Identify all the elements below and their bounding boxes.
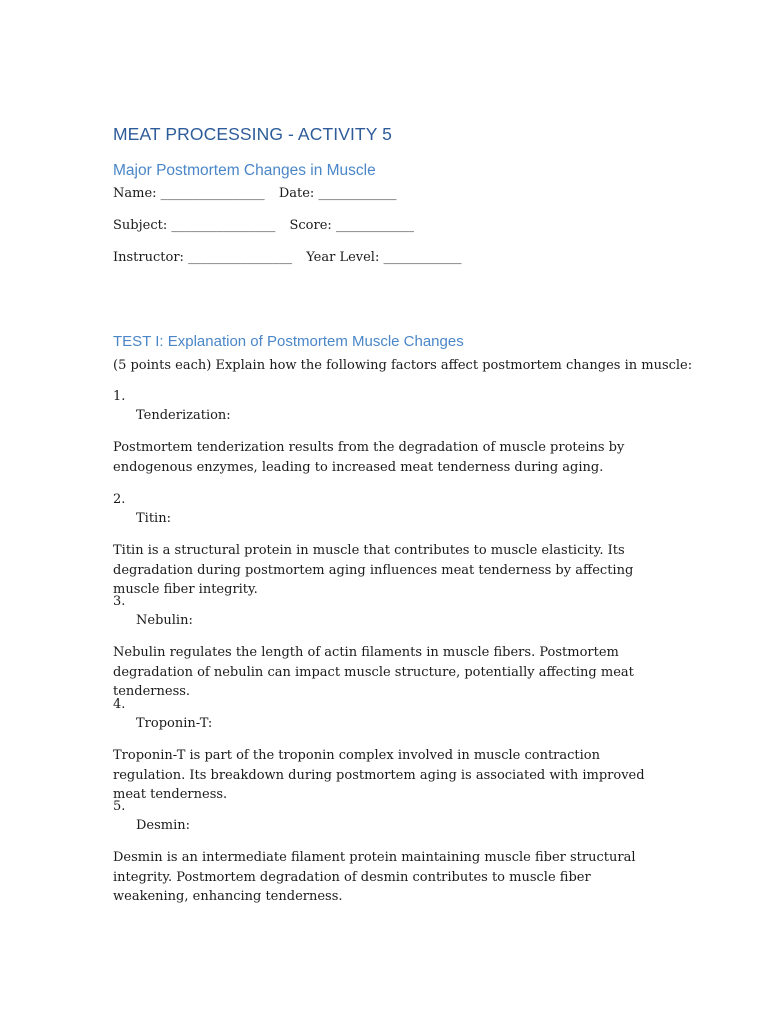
test-instructions: (5 points each) Explain how the following factors affect postmortem changes in muscle: bbox=[113, 358, 693, 373]
question-number: 2. bbox=[113, 492, 126, 507]
question-answer: Titin is a structural protein in muscle that contributes to muscle elasticity. Its degradation during postmortem aging influences meat tenderness by affecting muscle fiber integrity. bbox=[113, 543, 634, 597]
question-answer: Desmin is an intermediate filament protein maintaining muscle fiber structural integrity. Postmortem degradation of desmin contributes to muscle fiber weakening, enhancing tenderness. bbox=[113, 850, 636, 904]
year-level-label: Year Level: bbox=[306, 250, 380, 265]
subject-blank: ________________ bbox=[171, 218, 276, 233]
score-blank: ____________ bbox=[335, 218, 414, 233]
question-answer: Troponin-T is part of the troponin complex involved in muscle contraction regulation. Its breakdown during postmortem aging is associated with improved meat tenderness. bbox=[113, 748, 645, 802]
instructor-blank: ________________ bbox=[188, 250, 293, 265]
question-term: Desmin: bbox=[136, 818, 191, 833]
question-answer: Postmortem tenderization results from the degradation of muscle proteins by endogenous enzymes, leading to increased meat tenderness during aging. bbox=[113, 440, 625, 475]
question-number: 4. bbox=[113, 697, 126, 712]
question-term: Troponin-T: bbox=[136, 716, 213, 731]
date-blank: ____________ bbox=[318, 186, 397, 201]
year-level-blank: ____________ bbox=[383, 250, 462, 265]
question-term: Titin: bbox=[136, 511, 171, 526]
instructor-label: Instructor: bbox=[113, 250, 184, 265]
subject-score-row bbox=[113, 218, 414, 233]
question-number: 3. bbox=[113, 594, 126, 609]
name-blank: ________________ bbox=[160, 186, 265, 201]
question-term: Nebulin: bbox=[136, 613, 193, 628]
document-title: MEAT PROCESSING - ACTIVITY 5 bbox=[113, 124, 392, 144]
score-label: Score: bbox=[289, 218, 332, 233]
subject-label: Subject: bbox=[113, 218, 168, 233]
document-subtitle: Major Postmortem Changes in Muscle bbox=[113, 162, 376, 179]
name-date-row bbox=[113, 186, 396, 201]
instructor-year-row bbox=[113, 250, 462, 265]
date-label: Date: bbox=[278, 186, 315, 201]
question-term: Tenderization: bbox=[136, 408, 231, 423]
name-label: Name: bbox=[113, 186, 157, 201]
test-title: TEST I: Explanation of Postmortem Muscle Changes bbox=[113, 333, 464, 350]
question-number: 5. bbox=[113, 799, 126, 814]
question-answer: Nebulin regulates the length of actin filaments in muscle fibers. Postmortem degradation of nebulin can impact muscle structure, potentially affecting meat tenderness. bbox=[113, 645, 634, 699]
question-number: 1. bbox=[113, 389, 126, 404]
